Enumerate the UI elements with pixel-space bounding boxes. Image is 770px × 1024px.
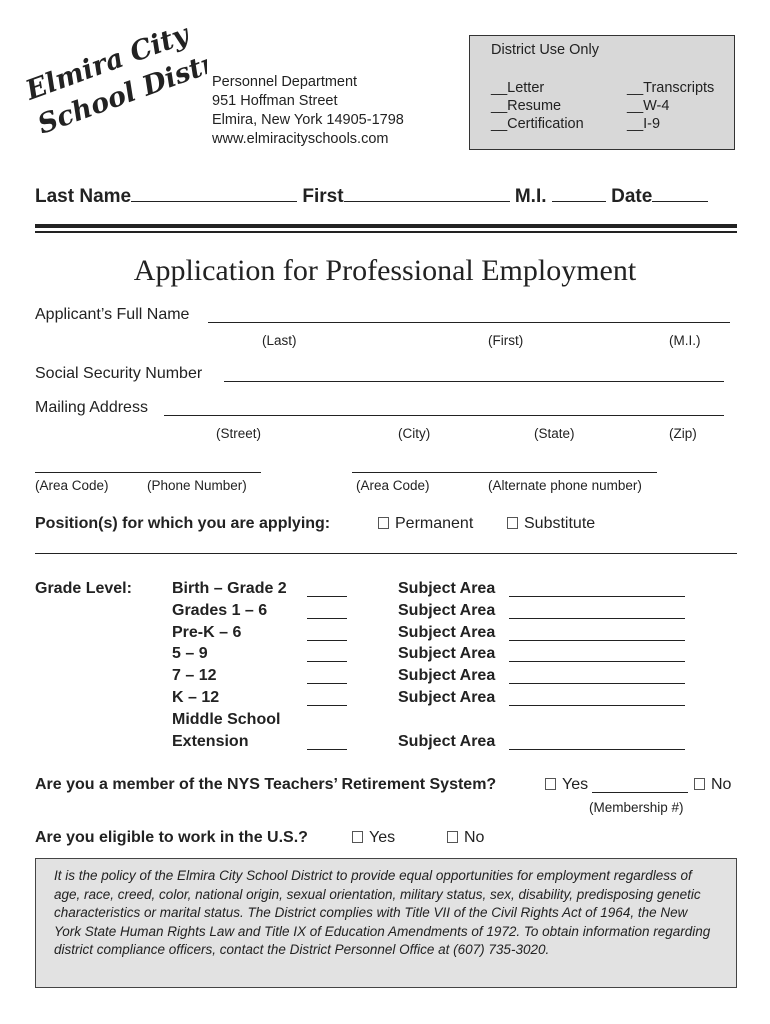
grade-1-6-field[interactable] — [307, 618, 347, 619]
position-permanent[interactable] — [378, 515, 473, 533]
eligible-yes[interactable] — [352, 829, 395, 847]
subject-area-2: Subject Area — [398, 602, 496, 619]
nys-yes[interactable] — [545, 776, 588, 794]
mailing-label: Mailing Address — [35, 399, 148, 416]
grade-prek-6: Pre-K – 6 — [172, 624, 242, 641]
phone-sub-area: (Area Code) — [35, 478, 109, 493]
policy-box — [35, 858, 737, 988]
grade-middle-school: Middle School — [172, 711, 281, 728]
nys-no[interactable] — [694, 776, 731, 794]
phone-field[interactable] — [35, 472, 261, 473]
applicant-sub-first: (First) — [488, 333, 524, 348]
eligible-no-checkbox[interactable] — [447, 831, 458, 843]
membership-field[interactable] — [592, 792, 688, 793]
grade-k-12: K – 12 — [172, 689, 220, 706]
grade-extension-field[interactable] — [307, 749, 347, 750]
mi-label: M.I. — [514, 186, 547, 207]
grade-birth-2-field[interactable] — [307, 596, 347, 597]
alt-phone-sub-number: (Alternate phone number) — [488, 478, 642, 493]
mailing-field[interactable] — [164, 415, 724, 416]
grade-k-12-field[interactable] — [307, 705, 347, 706]
substitute-label: Substitute — [524, 515, 596, 532]
position-label: Position(s) for which you are applying: — [35, 515, 331, 532]
grade-level-label: Grade Level: — [35, 580, 132, 597]
district-logo-art — [22, 28, 207, 138]
membership-sub: (Membership #) — [589, 800, 684, 815]
nys-no-label: No — [711, 776, 732, 793]
position-substitute[interactable] — [507, 515, 595, 533]
district-use-i9: __I-9 — [627, 116, 661, 132]
subject-area-6-field[interactable] — [509, 705, 685, 706]
mailing-sub-zip: (Zip) — [669, 426, 697, 441]
alt-phone-sub-area: (Area Code) — [356, 478, 430, 493]
nys-yes-label: Yes — [562, 776, 589, 793]
logo-line-2: School District — [33, 34, 207, 138]
applicant-name-label: Applicant’s Full Name — [35, 306, 190, 323]
subject-area-4: Subject Area — [398, 645, 496, 662]
permanent-checkbox[interactable] — [378, 517, 389, 529]
header-fields — [35, 186, 708, 208]
mi-field[interactable] — [552, 201, 606, 202]
permanent-label: Permanent — [395, 515, 474, 532]
nys-no-checkbox[interactable] — [694, 778, 705, 790]
header-rule-thin — [35, 231, 737, 233]
subject-area-3-field[interactable] — [509, 640, 685, 641]
district-use-box — [469, 35, 735, 150]
subject-area-7-field[interactable] — [509, 749, 685, 750]
subject-area-2-field[interactable] — [509, 618, 685, 619]
mailing-sub-city: (City) — [398, 426, 431, 441]
date-label: Date — [611, 186, 653, 207]
subject-area-4-field[interactable] — [509, 661, 685, 662]
grade-7-12-field[interactable] — [307, 683, 347, 684]
district-use-resume: __Resume — [491, 98, 562, 114]
grade-extension: Extension — [172, 733, 249, 750]
nys-question: Are you a member of the NYS Teachers’ Retirement System? — [35, 776, 497, 793]
eligible-no-label: No — [464, 829, 485, 846]
policy-text: It is the policy of the Elmira City School District to provide equal opportunities for employment regardless of age, race, creed, color, national origin, sexual orientation, military status, sex, disability, predisposing genetic characteristics or marital status. The District complies with Title VII of the Civil Rights Act of 1964, the New York State Human Rights Law and Title IX of Education Amendments of 1972. To obtain information regarding district compliance officers, contact the District Personnel Office at (607) 735-3020. — [54, 868, 711, 957]
district-use-w4: __W-4 — [627, 98, 670, 114]
address-line-2: 951 Hoffman Street — [212, 93, 338, 109]
subject-area-7: Subject Area — [398, 733, 496, 750]
address-line-1: Personnel Department — [212, 74, 358, 90]
grade-5-9: 5 – 9 — [172, 645, 208, 662]
date-field[interactable] — [652, 201, 708, 202]
district-use-letter: __Letter — [491, 80, 545, 96]
district-logo — [22, 28, 207, 138]
nys-yes-checkbox[interactable] — [545, 778, 556, 790]
district-use-certification: __Certification — [491, 116, 584, 132]
logo-line-1: Elmira City — [22, 28, 193, 107]
last-name-field[interactable] — [131, 201, 297, 202]
applicant-name-field[interactable] — [208, 322, 730, 323]
last-name-label: Last Name — [35, 186, 132, 207]
subject-area-6: Subject Area — [398, 689, 496, 706]
eligible-question: Are you eligible to work in the U.S.? — [35, 829, 308, 846]
grade-prek-6-field[interactable] — [307, 640, 347, 641]
position-divider — [35, 553, 737, 554]
first-name-field[interactable] — [344, 201, 510, 202]
applicant-sub-mi: (M.I.) — [669, 333, 701, 348]
address-line-4: www.elmiracityschools.com — [212, 131, 389, 147]
applicant-sub-last: (Last) — [262, 333, 297, 348]
ssn-label: Social Security Number — [35, 365, 203, 382]
header-rule — [35, 224, 737, 228]
eligible-yes-label: Yes — [369, 829, 396, 846]
first-name-label: First — [302, 186, 344, 207]
subject-area-5-field[interactable] — [509, 683, 685, 684]
grade-5-9-field[interactable] — [307, 661, 347, 662]
grade-birth-2: Birth – Grade 2 — [172, 580, 287, 597]
phone-sub-number: (Phone Number) — [147, 478, 247, 493]
district-use-transcripts: __Transcripts — [627, 80, 715, 96]
form-title: Application for Professional Employment — [133, 254, 637, 287]
eligible-yes-checkbox[interactable] — [352, 831, 363, 843]
ssn-field[interactable] — [224, 381, 724, 382]
mailing-sub-street: (Street) — [216, 426, 262, 441]
eligible-no[interactable] — [447, 829, 484, 847]
substitute-checkbox[interactable] — [507, 517, 518, 529]
mailing-sub-state: (State) — [534, 426, 575, 441]
address-line-3: Elmira, New York 14905-1798 — [212, 112, 404, 128]
alt-phone-field[interactable] — [352, 472, 657, 473]
grade-7-12: 7 – 12 — [172, 667, 217, 684]
district-use-title: District Use Only — [491, 42, 599, 58]
subject-area-1: Subject Area — [398, 580, 496, 597]
subject-area-5: Subject Area — [398, 667, 496, 684]
subject-area-1-field[interactable] — [509, 596, 685, 597]
grade-1-6: Grades 1 – 6 — [172, 602, 268, 619]
subject-area-3: Subject Area — [398, 624, 496, 641]
